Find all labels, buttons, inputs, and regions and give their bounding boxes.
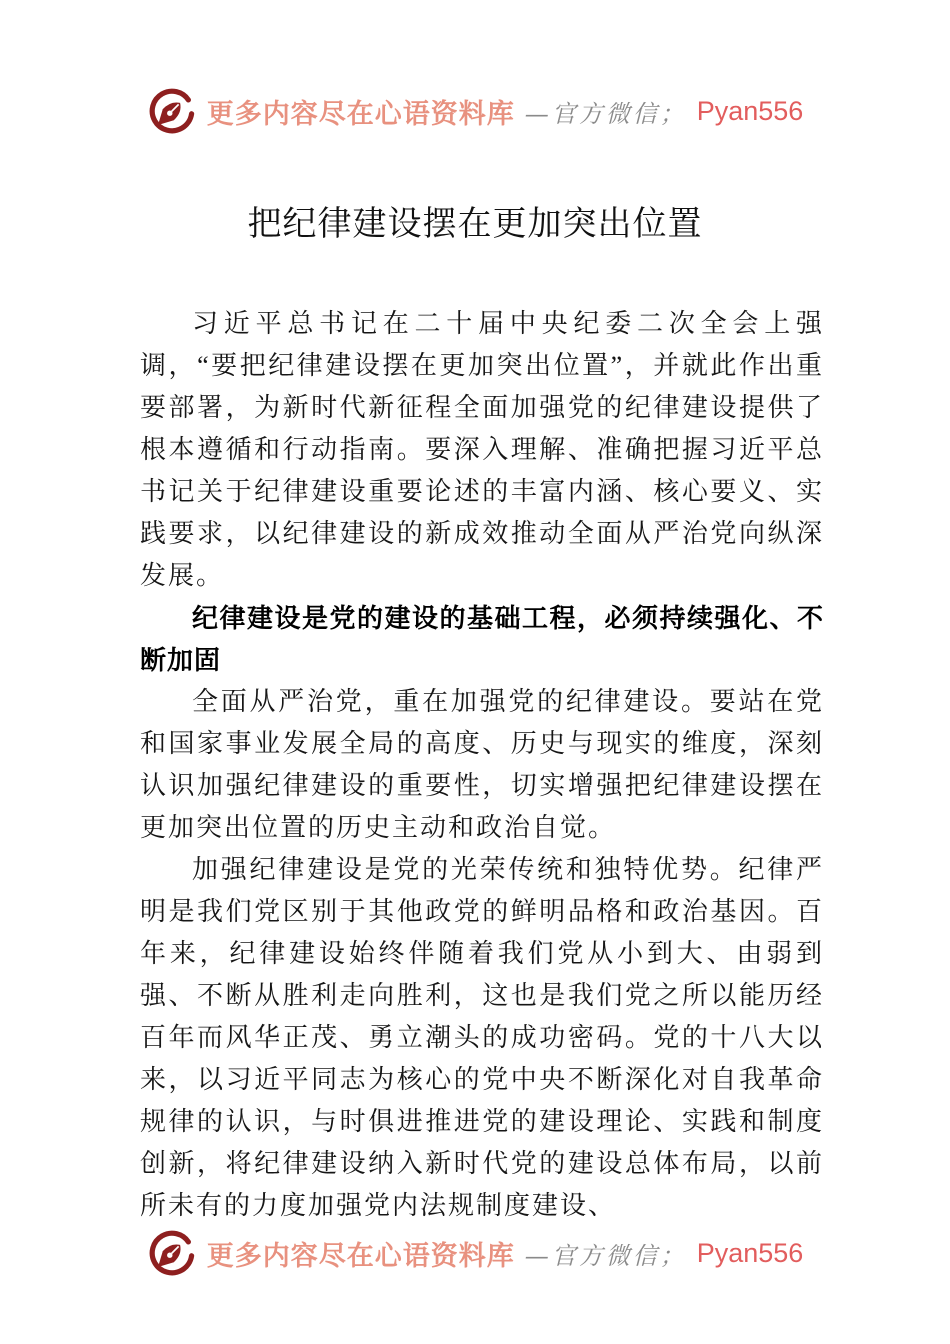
watermark-brand-text: 更多内容尽在心语资料库 bbox=[206, 98, 515, 129]
watermark-wechat-label: —官方微信； bbox=[524, 1241, 687, 1270]
paragraph-body-1: 全面从严治党，重在加强党的纪律建设。要站在党和国家事业发展全局的高度、历史与现实的维度，深刻认识加强纪律建设的重要性，切实增强把纪律建设摆在更加突出位置的历史主动和政治自觉。 bbox=[140, 687, 824, 842]
watermark-brand-text: 更多内容尽在心语资料库 bbox=[206, 1240, 515, 1271]
pen-nib-logo-icon bbox=[147, 86, 197, 136]
section-heading: 纪律建设是党的建设的基础工程，必须持续强化、不断加固 bbox=[140, 603, 824, 675]
header-watermark bbox=[0, 86, 950, 136]
pen-nib-logo-icon bbox=[147, 1228, 197, 1278]
paragraph-intro: 习近平总书记在二十届中央纪委二次全会上强调，“要把纪律建设摆在更加突出位置”，并就此作出重要部署，为新时代新征程全面加强党的纪律建设提供了根本遵循和行动指南。要深入理解、准确把握习近平总书记关于纪律建设重要论述的丰富内涵、核心要义、实践要求，以纪律建设的新成效推动全面从严治党向纵深发展。 bbox=[140, 309, 824, 590]
document-title: 把纪律建设摆在更加突出位置 bbox=[247, 206, 703, 243]
paragraph-body-2: 加强纪律建设是党的光荣传统和独特优势。纪律严明是我们党区别于其他政党的鲜明品格和政治基因。百年来，纪律建设始终伴随着我们党从小到大、由弱到强、不断从胜利走向胜利，这也是我们党之所以能历经百年而风华正茂、勇立潮头的成功密码。党的十八大以来，以习近平同志为核心的党中央不断深化对自我革命规律的认识，与时俱进推进党的建设理论、实践和制度创新，将纪律建设纳入新时代党的建设总体布局，以前所未有的力度加强党内法规制度建设、 bbox=[140, 855, 824, 1220]
watermark-wechat-account: Pyan556 bbox=[696, 95, 804, 126]
footer-watermark bbox=[0, 1228, 950, 1278]
watermark-wechat-account: Pyan556 bbox=[696, 1237, 804, 1268]
document-body bbox=[140, 303, 824, 1227]
watermark-wechat-label: —官方微信； bbox=[524, 99, 687, 128]
